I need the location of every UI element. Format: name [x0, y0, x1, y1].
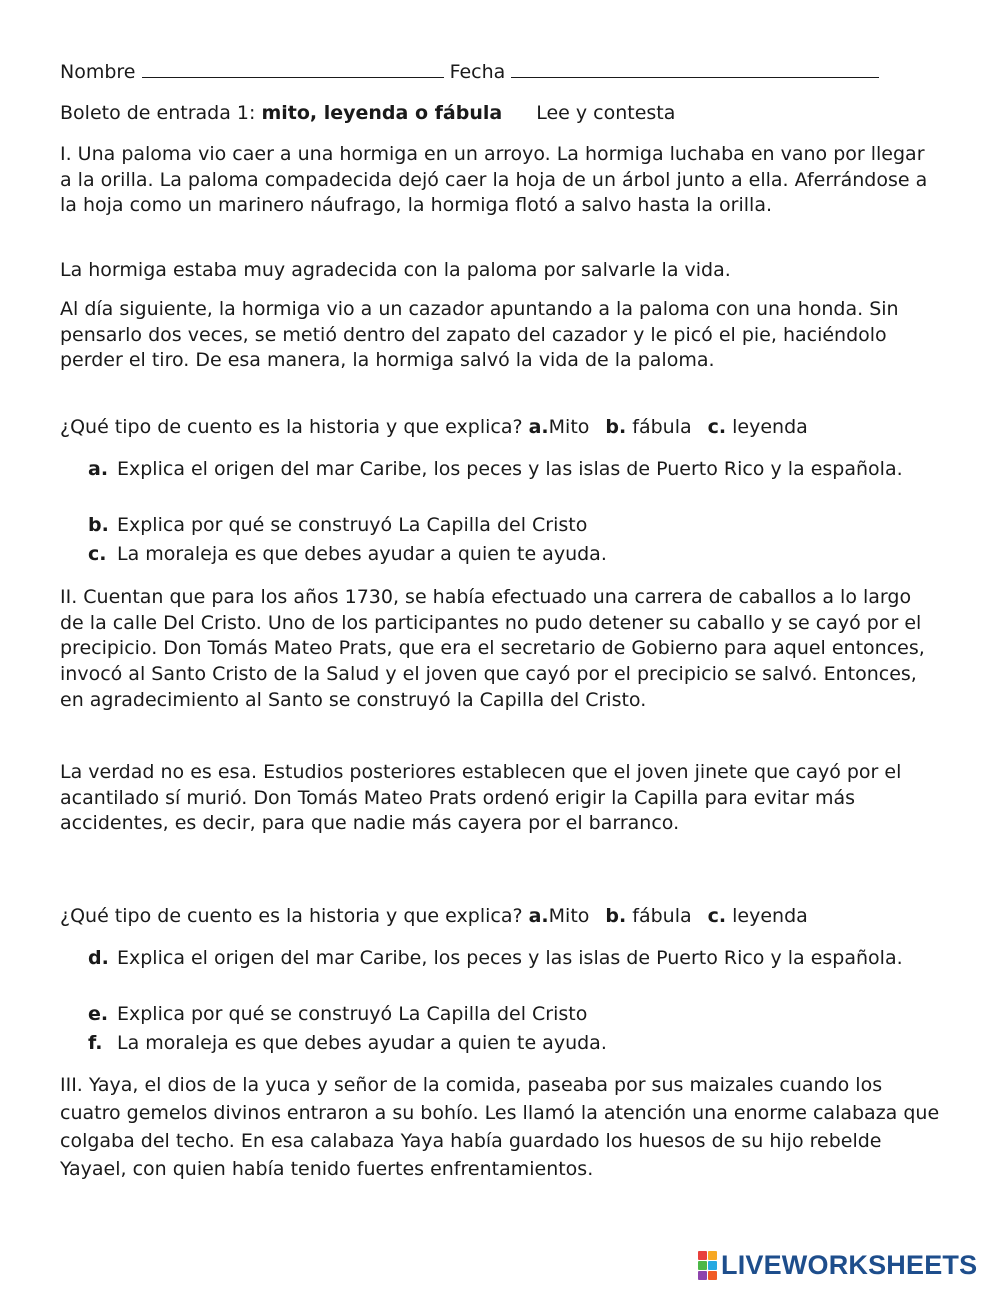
logo-square-1	[698, 1251, 707, 1260]
story-1-paragraph-3: Al día siguiente, la hormiga vio a un cazador apuntando a la paloma con una honda. Sin pensarlo dos veces, se metió dentro del zapato del cazador y le picó el pie, haciéndolo perder el tiro. De esa manera, la hormiga salvó la vida de la paloma.	[60, 298, 899, 372]
choice-a-letter[interactable]: a.	[528, 416, 549, 438]
logo-square-3	[698, 1261, 707, 1270]
story-3-paragraph-1: III. Yaya, el dios de la yuca y señor de la comida, paseaba por sus maizales cuando los cuatro gemelos divinos entraron a su bohío. Les llamó la atención una enorme calabaza que colgaba del techo. En esa calabaza Yaya había guardado los huesos de su hijo rebelde Yayael, con quien había tenido fuertes enfrentamientos.	[60, 1074, 940, 1180]
story-1-option-c[interactable]	[88, 541, 940, 567]
logo-square-4	[708, 1261, 717, 1270]
choice-b-text[interactable]: fábula	[632, 905, 692, 927]
liveworksheets-logo	[698, 1250, 977, 1280]
date-blank[interactable]	[511, 59, 879, 78]
logo-square-5	[698, 1271, 707, 1280]
story-2-question	[60, 903, 940, 929]
option-text: Explica por qué se construyó La Capilla del Cristo	[117, 1003, 588, 1025]
story-1-question	[60, 414, 940, 440]
story-2-paragraph-2: La verdad no es esa. Estudios posteriores establecen que el joven jinete que cayó por el acantilado sí murió. Don Tomás Mateo Prats ordenó erigir la Capilla para evitar más accidentes, es decir, para que nadie más cayera por el barranco.	[60, 761, 902, 835]
title-bold: mito, leyenda o fábula	[261, 102, 503, 124]
option-letter: b.	[88, 514, 109, 536]
option-letter: d.	[88, 947, 109, 969]
choice-b-text[interactable]: fábula	[632, 416, 692, 438]
story-1-paragraph-2: La hormiga estaba muy agradecida con la paloma por salvarle la vida.	[60, 259, 731, 281]
story-2-option-e[interactable]	[88, 1001, 940, 1027]
header-row	[60, 59, 940, 85]
story-2-option-d[interactable]	[88, 945, 940, 971]
story-1-paragraph-1: I. Una paloma vio caer a una hormiga en un arroyo. La hormiga luchaba en vano por llegar a la orilla. La paloma compadecida dejó caer la hoja de un árbol junto a ella. Aferrándose a la hoja como un marinero náufrago, la hormiga flotó a salvo hasta la orilla.	[60, 143, 928, 217]
option-letter: a.	[88, 458, 109, 480]
logo-mark-icon	[698, 1251, 717, 1280]
option-text: Explica el origen del mar Caribe, los peces y las islas de Puerto Rico y la española.	[117, 458, 903, 480]
worksheet-title	[60, 100, 940, 126]
choice-a-text[interactable]: Mito	[548, 905, 590, 927]
option-text: La moraleja es que debes ayudar a quien te ayuda.	[117, 1032, 607, 1054]
option-text: Explica por qué se construyó La Capilla del Cristo	[117, 514, 588, 536]
question-text: ¿Qué tipo de cuento es la historia y que explica?	[60, 905, 529, 927]
name-blank[interactable]	[142, 59, 444, 78]
story-2-paragraph-1: II. Cuentan que para los años 1730, se había efectuado una carrera de caballos a lo largo de la calle Del Cristo. Uno de los participantes no pudo detener su caballo y se cayó por el precipicio. Don Tomás Mateo Prats, que era el secretario de Gobierno para aquel entonces, invocó al Santo Cristo de la Salud y el joven que cayó por el precipicio se salvó. Entonces, en agradecimiento al Santo se construyó la Capilla del Cristo.	[60, 586, 925, 711]
name-label: Nombre	[60, 61, 136, 83]
story-2-option-f[interactable]	[88, 1030, 940, 1056]
choice-a-text[interactable]: Mito	[548, 416, 590, 438]
story-1-option-b[interactable]	[88, 512, 940, 538]
story-1-option-a[interactable]	[88, 456, 940, 482]
logo-square-2	[708, 1251, 717, 1260]
choice-b-letter[interactable]: b.	[605, 416, 627, 438]
option-letter: f.	[88, 1032, 103, 1054]
option-letter: e.	[88, 1003, 109, 1025]
option-letter: c.	[88, 543, 107, 565]
choice-c-letter[interactable]: c.	[707, 416, 727, 438]
choice-c-text[interactable]: leyenda	[732, 416, 808, 438]
choice-c-letter[interactable]: c.	[707, 905, 727, 927]
choice-b-letter[interactable]: b.	[605, 905, 627, 927]
option-text: Explica el origen del mar Caribe, los peces y las islas de Puerto Rico y la española.	[117, 947, 903, 969]
option-text: La moraleja es que debes ayudar a quien te ayuda.	[117, 543, 607, 565]
title-instruction: Lee y contesta	[536, 102, 676, 124]
date-label: Fecha	[449, 61, 506, 83]
choice-c-text[interactable]: leyenda	[732, 905, 808, 927]
logo-text: LIVEWORKSHEETS	[721, 1249, 978, 1280]
choice-a-letter[interactable]: a.	[528, 905, 549, 927]
question-text: ¿Qué tipo de cuento es la historia y que explica?	[60, 416, 529, 438]
logo-square-6	[708, 1271, 717, 1280]
title-prefix: Boleto de entrada 1:	[60, 102, 262, 124]
